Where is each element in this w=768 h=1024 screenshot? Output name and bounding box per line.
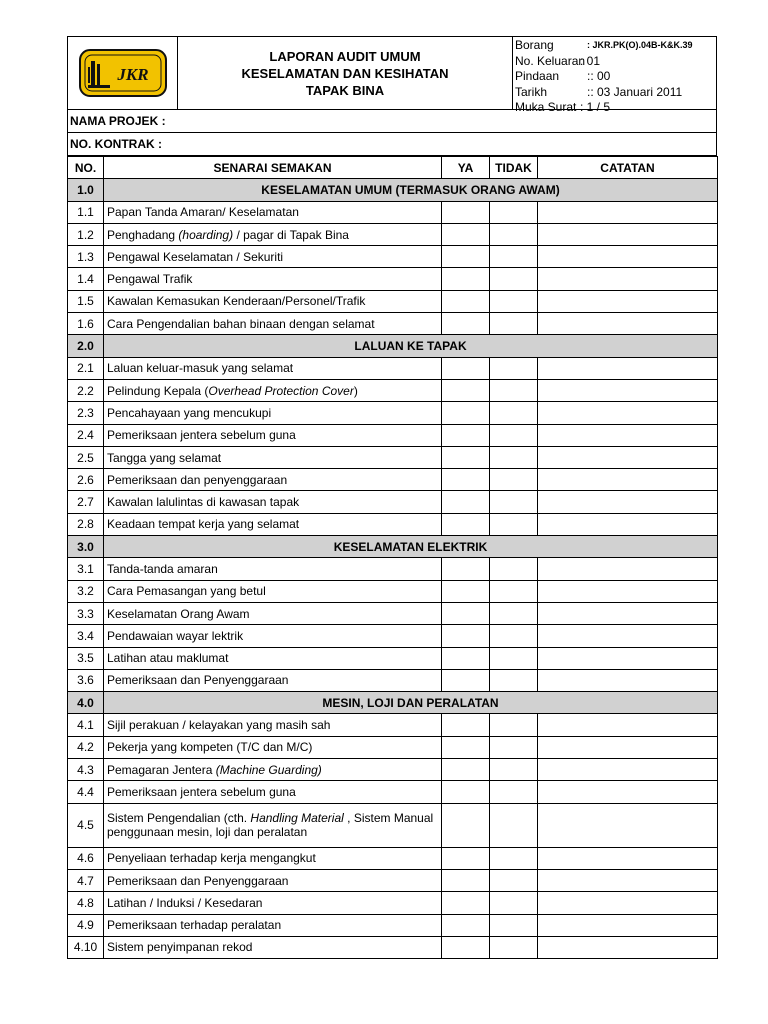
tidak-cell[interactable] <box>490 357 538 379</box>
tidak-cell[interactable] <box>490 714 538 736</box>
ya-cell[interactable] <box>442 357 490 379</box>
title-line-2: KESELAMATAN DAN KESIHATAN <box>241 65 449 81</box>
item-number: 1.6 <box>68 313 104 335</box>
section-row <box>68 692 718 714</box>
catatan-cell[interactable] <box>538 625 718 647</box>
table-row <box>68 602 718 624</box>
item-label <box>104 580 442 602</box>
item-number: 4.4 <box>68 781 104 803</box>
item-text: Tanda-tanda amaran <box>107 561 218 576</box>
tidak-cell[interactable] <box>490 313 538 335</box>
tidak-cell[interactable] <box>490 402 538 424</box>
item-label <box>104 869 442 891</box>
item-text: Latihan atau maklumat <box>107 651 229 666</box>
item-label <box>104 714 442 736</box>
ya-cell[interactable] <box>442 647 490 669</box>
catatan-cell[interactable] <box>538 268 718 290</box>
catatan-cell[interactable] <box>538 781 718 803</box>
item-number: 3.3 <box>68 602 104 624</box>
ya-cell[interactable] <box>442 513 490 535</box>
item-text: Pemeriksaan dan penyenggaraan <box>107 472 288 487</box>
ya-cell[interactable] <box>442 446 490 468</box>
item-label <box>104 781 442 803</box>
ya-cell[interactable] <box>442 759 490 781</box>
table-row <box>68 379 718 401</box>
item-label <box>104 513 442 535</box>
catatan-cell[interactable] <box>538 936 718 958</box>
table-row <box>68 446 718 468</box>
item-text: Laluan keluar-masuk yang selamat <box>107 361 294 376</box>
item-text-after: ) <box>353 383 358 398</box>
item-label <box>104 491 442 513</box>
catatan-cell[interactable] <box>538 424 718 446</box>
catatan-cell[interactable] <box>538 402 718 424</box>
item-text: Pengawal Trafik <box>107 272 193 287</box>
item-text: Pekerja yang kompeten (T/C dan M/C) <box>107 740 313 755</box>
item-number: 2.4 <box>68 424 104 446</box>
form-header <box>67 36 717 114</box>
tidak-cell[interactable] <box>490 625 538 647</box>
item-label <box>104 625 442 647</box>
item-number: 2.1 <box>68 357 104 379</box>
section-title: KESELAMATAN UMUM (TERMASUK ORANG AWAM) <box>104 179 718 201</box>
item-number: 2.8 <box>68 513 104 535</box>
table-row <box>68 246 718 268</box>
item-text: Sistem penyimpanan rekod <box>107 940 253 955</box>
catatan-cell[interactable] <box>538 446 718 468</box>
item-number: 1.3 <box>68 246 104 268</box>
tidak-cell[interactable] <box>490 847 538 869</box>
checklist-body <box>68 179 718 959</box>
catatan-cell[interactable] <box>538 513 718 535</box>
item-label <box>104 357 442 379</box>
table-header-row <box>68 157 718 179</box>
table-row <box>68 402 718 424</box>
item-number: 4.10 <box>68 936 104 958</box>
catatan-cell[interactable] <box>538 580 718 602</box>
meta-tarikh: Tarikh :: 03 Januari 2011 <box>515 84 683 99</box>
item-label <box>104 759 442 781</box>
item-number: 4.5 <box>68 803 104 847</box>
item-label <box>104 669 442 691</box>
item-text: Pengawal Keselamatan / Sekuriti <box>107 249 284 264</box>
item-text: Pencahayaan yang mencukupi <box>107 405 272 420</box>
ya-cell[interactable] <box>442 580 490 602</box>
tidak-cell[interactable] <box>490 869 538 891</box>
catatan-cell[interactable] <box>538 714 718 736</box>
item-label <box>104 446 442 468</box>
item-number: 3.4 <box>68 625 104 647</box>
section-row <box>68 179 718 201</box>
item-number: 4.3 <box>68 759 104 781</box>
table-row <box>68 469 718 491</box>
item-label <box>104 602 442 624</box>
table-row <box>68 357 718 379</box>
item-text-italic: (hoarding) <box>178 227 234 242</box>
item-number: 2.6 <box>68 469 104 491</box>
item-label <box>104 290 442 312</box>
logo-text: JKR <box>116 65 149 84</box>
catatan-cell[interactable] <box>538 313 718 335</box>
item-label <box>104 469 442 491</box>
item-number: 4.7 <box>68 869 104 891</box>
item-number: 3.5 <box>68 647 104 669</box>
item-text: Keadaan tempat kerja yang selamat <box>107 517 300 532</box>
ya-cell[interactable] <box>442 781 490 803</box>
item-number: 2.3 <box>68 402 104 424</box>
item-label <box>104 936 442 958</box>
col-header-tidak: TIDAK <box>490 157 538 179</box>
catatan-cell[interactable] <box>538 736 718 758</box>
catatan-cell[interactable] <box>538 469 718 491</box>
item-label <box>104 424 442 446</box>
section-number: 1.0 <box>68 179 104 201</box>
table-row <box>68 625 718 647</box>
tidak-cell[interactable] <box>490 892 538 914</box>
meta-muka-surat: Muka Surat : 1 / 5 <box>515 100 611 114</box>
tidak-cell[interactable] <box>490 736 538 758</box>
item-text: Sistem Pengendalian (cth. <box>107 811 251 826</box>
ya-cell[interactable] <box>442 379 490 401</box>
item-label <box>104 558 442 580</box>
item-text-after: / pagar di Tapak Bina <box>233 227 349 242</box>
catatan-cell[interactable] <box>538 803 718 847</box>
title-line-1: LAPORAN AUDIT UMUM <box>269 48 421 64</box>
catatan-cell[interactable] <box>538 892 718 914</box>
ya-cell[interactable] <box>442 936 490 958</box>
catatan-cell[interactable] <box>538 290 718 312</box>
catatan-cell[interactable] <box>538 201 718 223</box>
item-number: 3.1 <box>68 558 104 580</box>
item-text: Latihan / Induksi / Kesedaran <box>107 895 263 910</box>
ya-cell[interactable] <box>442 402 490 424</box>
item-text-after: , Sistem Manual penggunaan mesin, loji dan peralatan <box>107 811 434 840</box>
table-row <box>68 290 718 312</box>
item-text: Pemeriksaan terhadap peralatan <box>107 918 282 933</box>
form-title <box>178 37 513 109</box>
ya-cell[interactable] <box>442 313 490 335</box>
tidak-cell[interactable] <box>490 669 538 691</box>
item-text: Pemeriksaan dan Penyenggaraan <box>107 673 289 688</box>
item-text: Keselamatan Orang Awam <box>107 606 250 621</box>
ya-cell[interactable] <box>442 469 490 491</box>
item-number: 4.8 <box>68 892 104 914</box>
item-text-italic: (Machine Guarding) <box>215 762 322 777</box>
catatan-cell[interactable] <box>538 379 718 401</box>
col-header-catatan: CATATAN <box>538 157 718 179</box>
item-label <box>104 201 442 223</box>
catatan-cell[interactable] <box>538 869 718 891</box>
table-row <box>68 201 718 223</box>
tidak-cell[interactable] <box>490 290 538 312</box>
tidak-cell[interactable] <box>490 759 538 781</box>
ya-cell[interactable] <box>442 803 490 847</box>
table-row <box>68 714 718 736</box>
table-row <box>68 847 718 869</box>
item-number: 4.1 <box>68 714 104 736</box>
table-row <box>68 936 718 958</box>
contract-no-field[interactable]: NO. KONTRAK : <box>67 133 717 156</box>
tidak-cell[interactable] <box>490 201 538 223</box>
ya-cell[interactable] <box>442 847 490 869</box>
tidak-cell[interactable] <box>490 558 538 580</box>
ya-cell[interactable] <box>442 201 490 223</box>
item-text-italic: Overhead Protection Cover <box>208 383 354 398</box>
item-label <box>104 803 442 847</box>
tidak-cell[interactable] <box>490 223 538 245</box>
ya-cell[interactable] <box>442 290 490 312</box>
table-row <box>68 558 718 580</box>
item-text: Tangga yang selamat <box>107 450 222 465</box>
ya-cell[interactable] <box>442 602 490 624</box>
ya-cell[interactable] <box>442 491 490 513</box>
catatan-cell[interactable] <box>538 602 718 624</box>
table-row <box>68 647 718 669</box>
item-text: Cara Pemasangan yang betul <box>107 584 266 599</box>
item-number: 3.6 <box>68 669 104 691</box>
ya-cell[interactable] <box>442 424 490 446</box>
table-row <box>68 914 718 936</box>
catatan-cell[interactable] <box>538 847 718 869</box>
item-text: Pelindung Kepala ( <box>107 383 209 398</box>
catatan-cell[interactable] <box>538 491 718 513</box>
col-header-senarai: SENARAI SEMAKAN <box>104 157 442 179</box>
item-number: 3.2 <box>68 580 104 602</box>
item-text-italic: Handling Material <box>250 811 344 826</box>
ya-cell[interactable] <box>442 892 490 914</box>
item-number: 1.1 <box>68 201 104 223</box>
item-number: 1.2 <box>68 223 104 245</box>
catatan-cell[interactable] <box>538 223 718 245</box>
ya-cell[interactable] <box>442 223 490 245</box>
item-label <box>104 736 442 758</box>
table-row <box>68 268 718 290</box>
section-number: 2.0 <box>68 335 104 357</box>
tidak-cell[interactable] <box>490 914 538 936</box>
table-row <box>68 580 718 602</box>
meta-no-keluaran: No. Keluaran : 01 <box>515 53 601 68</box>
item-label <box>104 313 442 335</box>
table-row <box>68 313 718 335</box>
section-number: 4.0 <box>68 692 104 714</box>
jkr-logo-icon <box>79 47 167 99</box>
table-row <box>68 781 718 803</box>
item-number: 2.7 <box>68 491 104 513</box>
catatan-cell[interactable] <box>538 357 718 379</box>
table-row <box>68 803 718 847</box>
catatan-cell[interactable] <box>538 759 718 781</box>
meta-borang: Borang : JKR.PK(O).04B-K&K.39 <box>515 38 693 52</box>
table-row <box>68 669 718 691</box>
tidak-cell[interactable] <box>490 268 538 290</box>
item-text: Cara Pengendalian bahan binaan dengan selamat <box>107 316 375 331</box>
tidak-cell[interactable] <box>490 803 538 847</box>
item-text: Pemeriksaan dan Penyenggaraan <box>107 873 289 888</box>
item-text: Penghadang <box>107 227 179 242</box>
item-text: Pendawaian wayar lektrik <box>107 628 244 643</box>
col-header-ya: YA <box>442 157 490 179</box>
item-number: 1.5 <box>68 290 104 312</box>
item-label <box>104 914 442 936</box>
section-title: KESELAMATAN ELEKTRIK <box>104 536 718 558</box>
table-row <box>68 759 718 781</box>
meta-pindaan: Pindaan :: 00 <box>515 69 611 83</box>
item-label <box>104 223 442 245</box>
item-label <box>104 268 442 290</box>
checklist-table <box>67 156 718 959</box>
tidak-cell[interactable] <box>490 936 538 958</box>
tidak-cell[interactable] <box>490 781 538 803</box>
tidak-cell[interactable] <box>490 246 538 268</box>
ya-cell[interactable] <box>442 736 490 758</box>
ya-cell[interactable] <box>442 625 490 647</box>
item-text: Penyeliaan terhadap kerja mengangkut <box>107 851 316 866</box>
section-title: LALUAN KE TAPAK <box>104 335 718 357</box>
item-number: 1.4 <box>68 268 104 290</box>
audit-form <box>67 36 717 959</box>
table-row <box>68 892 718 914</box>
ya-cell[interactable] <box>442 246 490 268</box>
ya-cell[interactable] <box>442 669 490 691</box>
col-header-no: NO. <box>68 157 104 179</box>
item-label <box>104 402 442 424</box>
table-row <box>68 491 718 513</box>
item-text: Pemeriksaan jentera sebelum guna <box>107 428 296 443</box>
section-row <box>68 536 718 558</box>
item-number: 4.2 <box>68 736 104 758</box>
section-row <box>68 335 718 357</box>
tidak-cell[interactable] <box>490 469 538 491</box>
tidak-cell[interactable] <box>490 446 538 468</box>
item-label <box>104 847 442 869</box>
item-number: 2.5 <box>68 446 104 468</box>
ya-cell[interactable] <box>442 268 490 290</box>
catatan-cell[interactable] <box>538 246 718 268</box>
item-label <box>104 892 442 914</box>
table-row <box>68 223 718 245</box>
catatan-cell[interactable] <box>538 669 718 691</box>
item-number: 2.2 <box>68 379 104 401</box>
item-label <box>104 647 442 669</box>
catatan-cell[interactable] <box>538 558 718 580</box>
tidak-cell[interactable] <box>490 379 538 401</box>
section-title: MESIN, LOJI DAN PERALATAN <box>104 692 718 714</box>
table-row <box>68 736 718 758</box>
table-row <box>68 513 718 535</box>
table-row <box>68 424 718 446</box>
item-text: Pemeriksaan jentera sebelum guna <box>107 784 296 799</box>
ya-cell[interactable] <box>442 914 490 936</box>
tidak-cell[interactable] <box>490 580 538 602</box>
item-text: Pemagaran Jentera <box>107 762 216 777</box>
item-text: Kawalan lalulintas di kawasan tapak <box>107 495 300 510</box>
title-line-3: TAPAK BINA <box>305 82 385 98</box>
catatan-cell[interactable] <box>538 914 718 936</box>
item-text: Papan Tanda Amaran/ Keselamatan <box>107 205 299 220</box>
ya-cell[interactable] <box>442 558 490 580</box>
item-label <box>104 246 442 268</box>
item-number: 4.9 <box>68 914 104 936</box>
item-number: 4.6 <box>68 847 104 869</box>
tidak-cell[interactable] <box>490 513 538 535</box>
item-label <box>104 379 442 401</box>
form-meta <box>513 37 716 114</box>
ya-cell[interactable] <box>442 869 490 891</box>
table-row <box>68 869 718 891</box>
item-text: Kawalan Kemasukan Kenderaan/Personel/Trafik <box>107 294 366 309</box>
catatan-cell[interactable] <box>538 647 718 669</box>
tidak-cell[interactable] <box>490 424 538 446</box>
project-name-field[interactable]: NAMA PROJEK : <box>67 110 717 133</box>
item-text: Sijil perakuan / kelayakan yang masih sah <box>107 718 331 733</box>
tidak-cell[interactable] <box>490 602 538 624</box>
section-number: 3.0 <box>68 536 104 558</box>
jkr-logo <box>68 37 178 109</box>
ya-cell[interactable] <box>442 714 490 736</box>
tidak-cell[interactable] <box>490 491 538 513</box>
tidak-cell[interactable] <box>490 647 538 669</box>
